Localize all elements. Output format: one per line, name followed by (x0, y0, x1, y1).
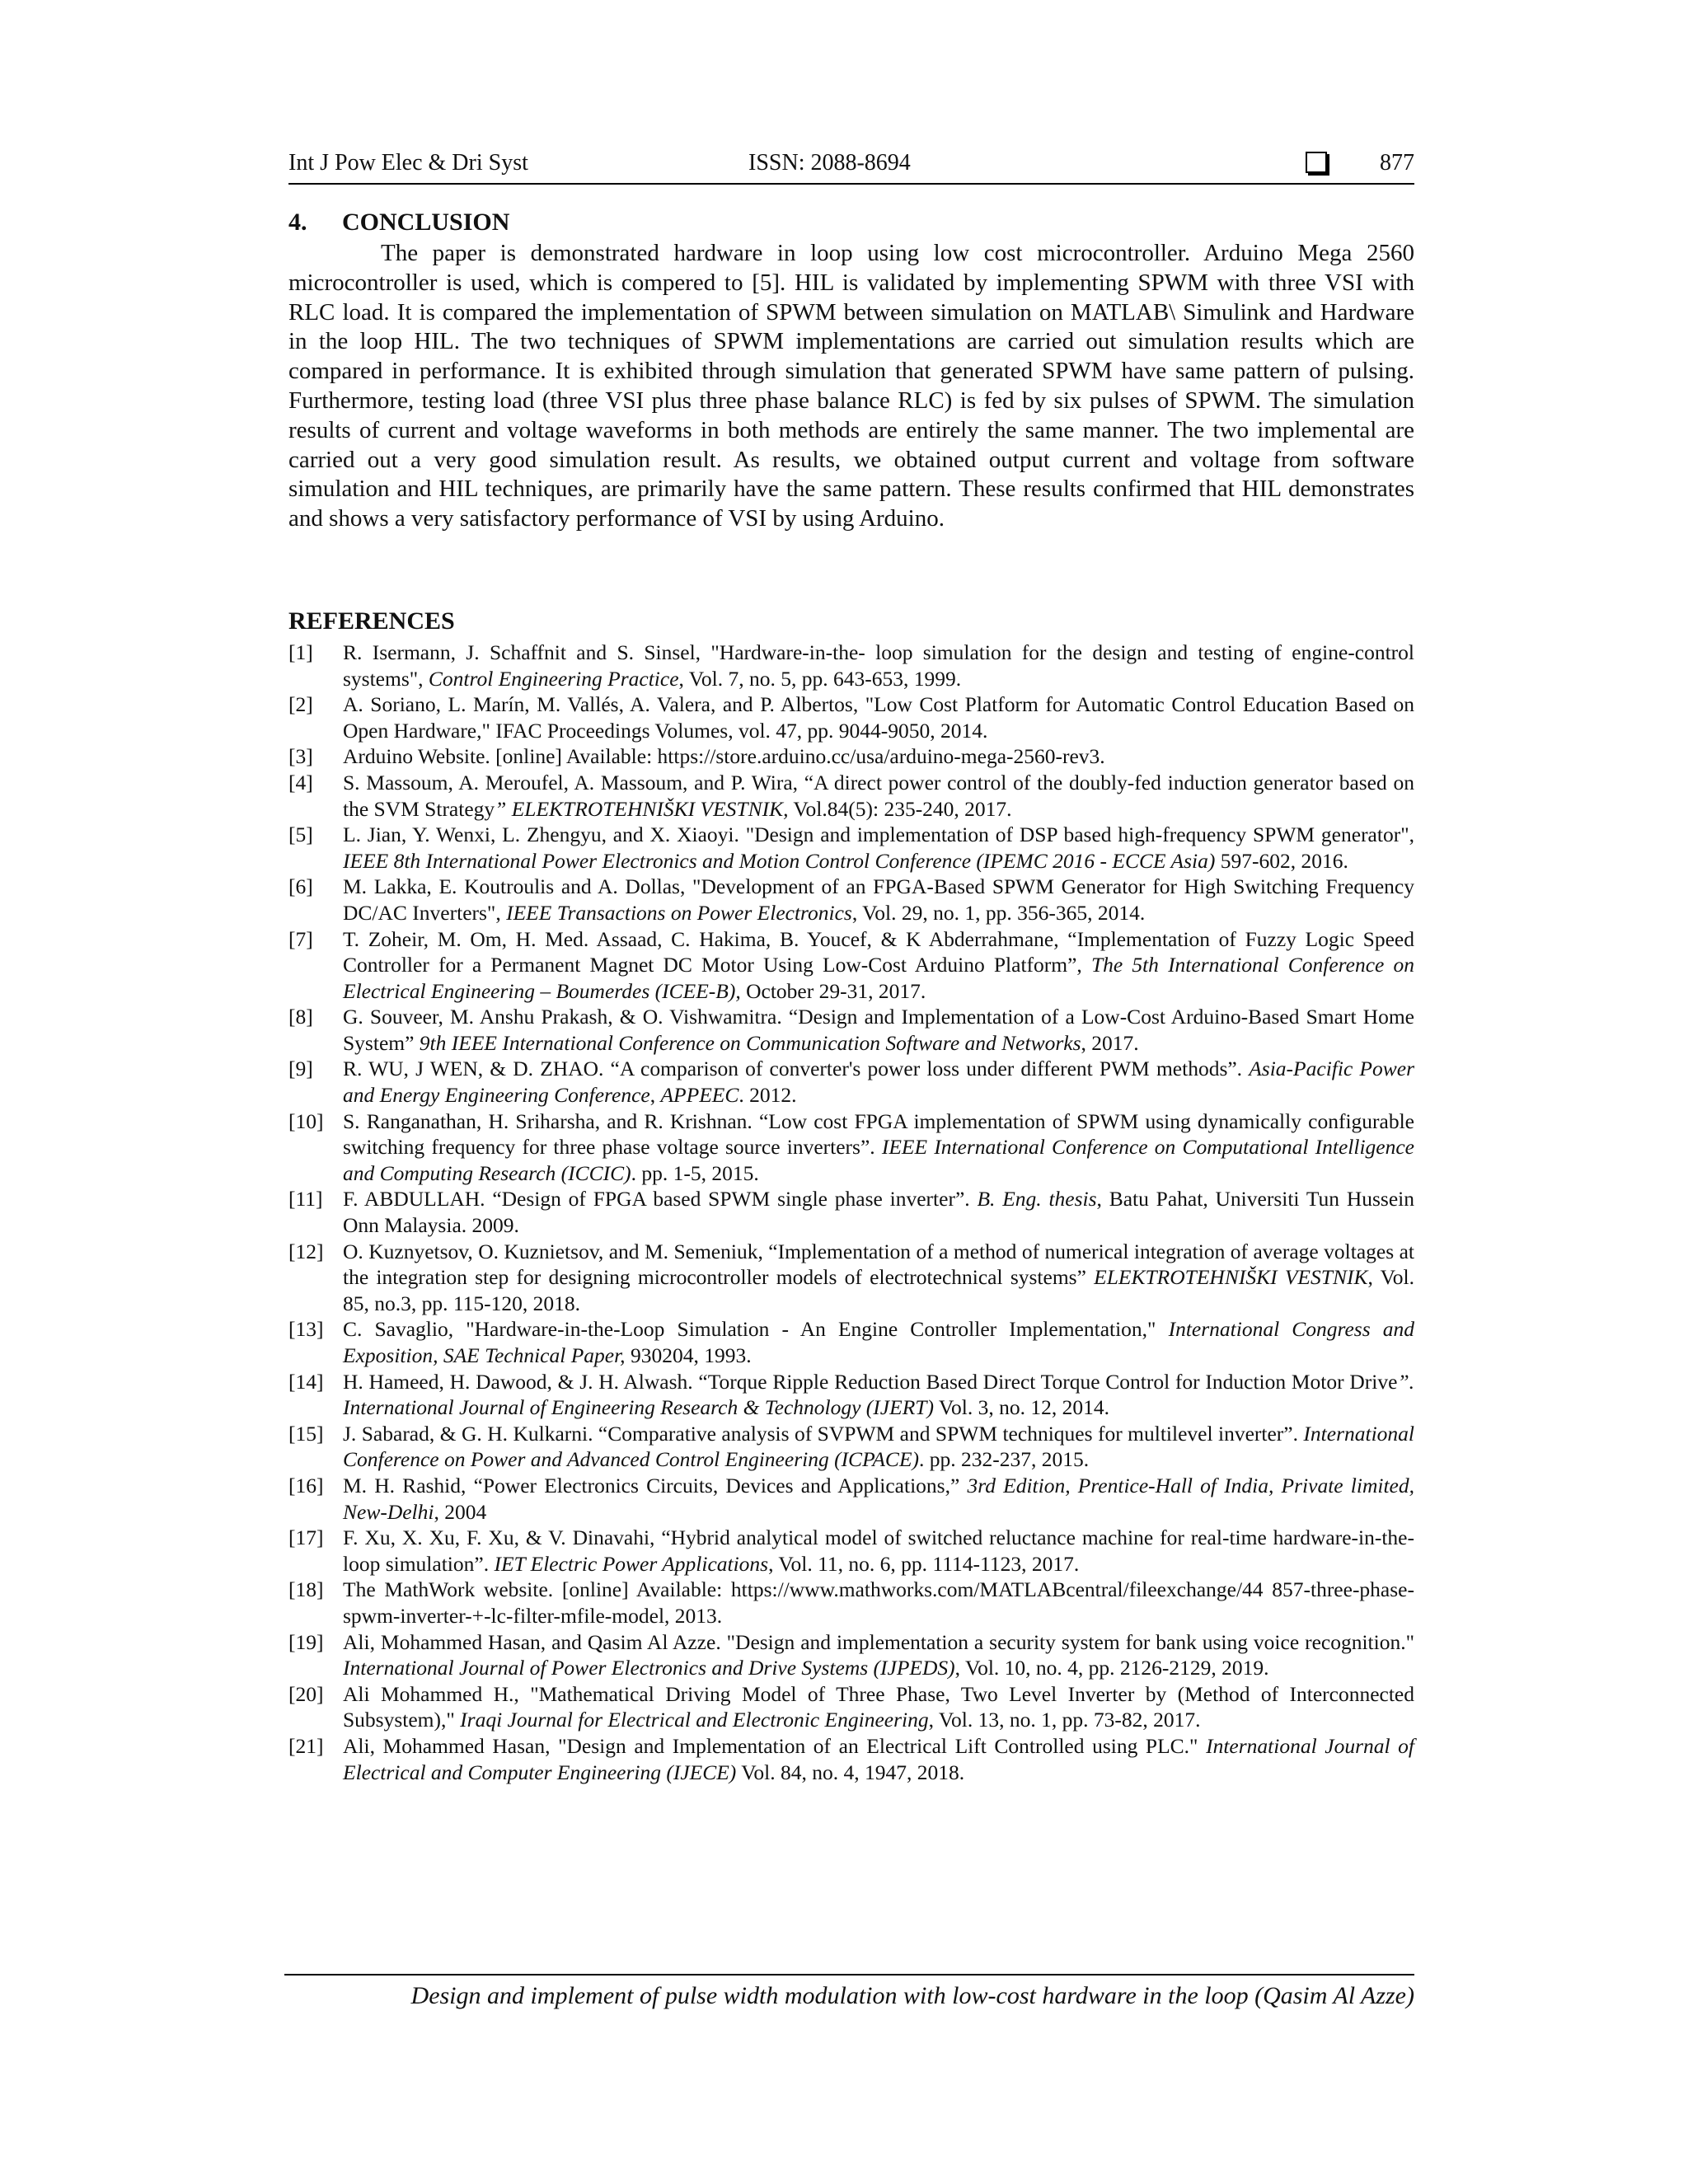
reference-text-part: M. H. Rashid, “Power Electronics Circuits, Devices and Applications,” (343, 1473, 968, 1497)
reference-text-part: 597-602, 2016. (1215, 848, 1348, 873)
reference-text-part: , 2017. (1081, 1030, 1139, 1055)
reference-text-part: C. Savaglio, "Hardware-in-the-Loop Simulation - An Engine Controller Implementation," (343, 1317, 1169, 1342)
journal-name: Int J Pow Elec & Dri Syst (288, 150, 528, 176)
reference-item (288, 1733, 1414, 1785)
page-number: 877 (1380, 150, 1414, 176)
reference-text-part: Ali Mohammed H., "Mathematical Driving Model of Three Phase, Two Level Inverter by (Method of Interconnected Subsystem)," (343, 1681, 1414, 1732)
reference-text-part: , Vol. 7, no. 5, pp. 643-653, 1999. (678, 666, 962, 691)
section-number: 4. (288, 209, 307, 236)
reference-number: [10] (288, 1108, 324, 1133)
reference-text-part: , (649, 1083, 661, 1108)
reference-source-italic: Asia-Pacific Power and Energy Engineering Conference (343, 1057, 1414, 1108)
reference-text (343, 1422, 1414, 1472)
reference-source-italic: IEEE 8th International Power Electronics and Motion Control Conference (IPEMC 2016 - ECCE Asia) (343, 848, 1216, 873)
reference-source-italic: 3rd Edition, Prentice-Hall of India, Private limited, New-Delhi (343, 1473, 1414, 1524)
reference-number: [6] (288, 874, 313, 899)
reference-text (343, 1187, 1414, 1237)
reference-text-part: Vol.84(5): 235-240, 2017. (788, 796, 1012, 821)
reference-text-part: , 2004 (434, 1499, 487, 1524)
reference-item (288, 1525, 1414, 1577)
reference-text (343, 1682, 1414, 1732)
reference-item (288, 691, 1414, 743)
reference-source-italic: ” ELEKTROTEHNIŠKI VESTNIK, (495, 796, 789, 821)
conclusion-paragraph: The paper is demonstrated hardware in loop using low cost microcontroller. Arduino Mega 2560 microcontroller is used, which is compered to [5]. HIL is validated by implementing SPWM with three VSI with RLC load. It is compared the implementation of SPWM between simulation on MATLAB\ Simulink and Hardware in the loop HIL. The two techniques of SPWM implementations are carried out simulation results which are compared in performance. It is exhibited through simulation that generated SPWM have same pattern of pulsing. Furthermore, testing load (three VSI plus three phase balance RLC) is fed by six pulses of SPWM. The simulation results of current and voltage waveforms in both methods are entirely the same manner. The two implemental are carried out a very good simulation result. As results, we obtained output current and voltage from software simulation and HIL techniques, are primarily have the same pattern. These results confirmed that HIL demonstrates and shows a very satisfactory performance of VSI by using Arduino. (288, 240, 1414, 532)
reference-number: [18] (288, 1577, 324, 1602)
reference-text-part: L. Jian, Y. Wenxi, L. Zhengyu, and X. Xiaoyi. "Design and implementation of DSP based high-frequency SPWM generator", (343, 823, 1414, 847)
reference-text (343, 640, 1414, 691)
reference-source-italic: IEEE International Conference on Computational Intelligence and Computing Research (ICCIC) (343, 1135, 1414, 1185)
reference-item (288, 770, 1414, 822)
reference-number: [5] (288, 823, 313, 847)
reference-item (288, 1473, 1414, 1525)
reference-text-part: Ali, Mohammed Hasan, and Qasim Al Azze. "Design and implementation a security system for bank using voice recognition." (343, 1629, 1414, 1654)
reference-number: [20] (288, 1681, 324, 1706)
reference-source-italic: APPEEC (660, 1083, 739, 1108)
reference-item (288, 1316, 1414, 1368)
reference-number: [17] (288, 1526, 324, 1550)
reference-item (288, 1577, 1414, 1629)
reference-source-italic: Control Engineering Practice (428, 666, 679, 691)
reference-text-part: G. Souveer, M. Anshu Prakash, & O. Vishwamitra. “Design and Implementation of a Low-Cost Arduino-Based Smart Home System” (343, 1005, 1414, 1055)
reference-number: [3] (288, 744, 313, 769)
reference-item (288, 822, 1414, 874)
reference-text-part: , Vol. 13, no. 1, pp. 73-82, 2017. (928, 1708, 1201, 1732)
reference-item (288, 874, 1414, 926)
reference-text-part: . 2012. (738, 1083, 797, 1108)
reference-text (343, 1577, 1414, 1628)
reference-number: [2] (288, 692, 313, 717)
reference-number: [4] (288, 770, 313, 794)
reference-text-part: 930204, 1993. (625, 1343, 752, 1367)
reference-text-part: T. Zoheir, M. Om, H. Med. Assaad, C. Hakima, B. Youcef, & K Abderrahmane, “Implementation of Fuzzy Logic Speed Controller for a Permanent Magnet DC Motor Using Low-Cost Arduino Platform”, (343, 926, 1414, 977)
main-content (288, 208, 1414, 1785)
reference-text-part: The MathWork website. [online] Available: https://www.mathworks.com/MATLABcentral/fileexchange/44 857-three-phase-spwm-inverter-+-lc-filter-mfile-model, 2013. (343, 1577, 1414, 1628)
reference-item (288, 1056, 1414, 1108)
reference-source-italic: IET Electric Power Applications (494, 1551, 769, 1576)
reference-number: [7] (288, 926, 313, 951)
reference-text (343, 692, 1414, 743)
reference-text-part: , Vol. 85, no.3, pp. 115-120, 2018. (343, 1265, 1414, 1315)
reference-text (343, 1317, 1414, 1367)
reference-text (343, 1370, 1414, 1420)
reference-text (343, 1005, 1414, 1055)
reference-source-italic: 9th IEEE International Conference on Communication Software and Networks (419, 1030, 1081, 1055)
reference-number: [12] (288, 1239, 324, 1263)
reference-number: [9] (288, 1057, 313, 1081)
reference-text-part: , Vol. 10, no. 4, pp. 2126-2129, 2019. (954, 1656, 1269, 1680)
reference-text-part: , Vol. 11, no. 6, pp. 1114-1123, 2017. (768, 1551, 1080, 1576)
reference-item (288, 743, 1414, 770)
checkbox-square-icon (1306, 152, 1327, 173)
references-heading: REFERENCES (288, 607, 455, 635)
reference-number: [16] (288, 1473, 324, 1497)
reference-source-italic: International Congress and Exposition, SAE Technical Paper, (343, 1317, 1415, 1367)
reference-text (343, 1630, 1414, 1680)
reference-source-italic: The 5th International Conference on Electrical Engineering – Boumerdes (ICEE-B), (343, 953, 1415, 1003)
reference-text (343, 1109, 1414, 1185)
reference-text (343, 927, 1414, 1003)
footer-title: Design and implement of pulse width modulation with low-cost hardware in the loop (Qasim Al Azze) (410, 1982, 1414, 2009)
reference-list (288, 640, 1414, 1785)
reference-number: [11] (288, 1187, 323, 1212)
reference-text-part: R. WU, J WEN, & D. ZHAO. “A comparison of converter's power loss under different PWM methods”. (343, 1057, 1250, 1081)
reference-text-part: J. Sabarad, & G. H. Kulkarni. “Comparative analysis of SVPWM and SPWM techniques for multilevel inverter”. (343, 1421, 1304, 1446)
running-header (288, 147, 1414, 185)
reference-text-part: Arduino Website. [online] Available: https://store.arduino.cc/usa/arduino-mega-2560-rev3. (343, 744, 1105, 769)
reference-text-part: F. ABDULLAH. “Design of FPGA based SPWM single phase inverter”. (343, 1187, 978, 1212)
reference-text-part: , Vol. 29, no. 1, pp. 356-365, 2014. (851, 900, 1146, 925)
reference-text (343, 744, 1105, 768)
reference-item (288, 926, 1414, 1005)
reference-text-part: Vol. 3, no. 12, 2014. (933, 1395, 1109, 1420)
reference-item (288, 1186, 1414, 1238)
reference-text (343, 1734, 1414, 1784)
section-title: CONCLUSION (342, 209, 510, 236)
reference-source-italic: International Journal of Electrical and Computer Engineering (IJECE) (343, 1733, 1415, 1784)
reference-item (288, 1239, 1414, 1317)
reference-text (343, 823, 1414, 873)
reference-text-part: R. Isermann, J. Schaffnit and S. Sinsel, "Hardware-in-the- loop simulation for the design and testing of engine-control systems", (343, 640, 1414, 691)
reference-text-part: , Batu Pahat, Universiti Tun Hussein Onn Malaysia. 2009. (343, 1187, 1414, 1238)
reference-text-part: . pp. 232-237, 2015. (919, 1447, 1090, 1472)
reference-number: [15] (288, 1421, 324, 1446)
reference-text-part: Vol. 84, no. 4, 1947, 2018. (736, 1760, 965, 1784)
reference-source-italic: International Journal of Power Electronics and Drive Systems (IJPEDS) (343, 1656, 955, 1680)
reference-source-italic: ELEKTROTEHNIŠKI VESTNIK (1094, 1265, 1368, 1290)
reference-item (288, 640, 1414, 691)
reference-source-italic: B. Eng. thesis (977, 1187, 1097, 1212)
reference-text-part: A. Soriano, L. Marín, M. Vallés, A. Valera, and P. Albertos, "Low Cost Platform for Automatic Control Education Based on Open Hardware," IFAC Proceedings Volumes, vol. 47, pp. 9044-9050, 2014. (343, 692, 1414, 743)
reference-text-part: Ali, Mohammed Hasan, "Design and Implementation of an Electrical Lift Controlled using PLC." (343, 1733, 1207, 1758)
reference-number: [21] (288, 1733, 324, 1758)
reference-text (343, 874, 1414, 925)
reference-source-italic: ”. International Journal of Engineering Research & Technology (IJERT) (343, 1369, 1414, 1420)
reference-text (343, 1526, 1414, 1576)
reference-item (288, 1421, 1414, 1473)
reference-source-italic: International Conference on Power and Advanced Control Engineering (ICPACE) (343, 1421, 1414, 1472)
issn: ISSN: 2088-8694 (748, 150, 911, 176)
reference-text-part: S. Ranganathan, H. Sriharsha, and R. Krishnan. “Low cost FPGA implementation of SPWM using dynamically configurable switching frequency for three phase voltage source inverters”. (343, 1108, 1414, 1160)
reference-item (288, 1108, 1414, 1187)
reference-number: [1] (288, 640, 313, 664)
reference-text (343, 1474, 1414, 1524)
reference-text (343, 771, 1414, 821)
reference-text (343, 1240, 1414, 1315)
reference-text-part: M. Lakka, E. Koutroulis and A. Dollas, "Development of an FPGA-Based SPWM Generator for High Switching Frequency DC/AC Inverters", (343, 874, 1414, 925)
reference-number: [8] (288, 1005, 313, 1029)
reference-number: [13] (288, 1317, 324, 1342)
reference-item (288, 1004, 1414, 1056)
reference-item (288, 1681, 1414, 1733)
reference-text (343, 1057, 1414, 1107)
reference-number: [19] (288, 1629, 324, 1654)
reference-item (288, 1369, 1414, 1421)
reference-text-part: October 29-31, 2017. (740, 978, 926, 1003)
reference-item (288, 1629, 1414, 1681)
footer-divider (284, 1974, 1414, 1975)
reference-text-part: O. Kuznyetsov, O. Kuznietsov, and M. Semeniuk, “Implementation of a method of numerical integration of average voltages at the integration step for designing microcontroller models of electrotechnical systems” (343, 1239, 1414, 1290)
reference-text-part: F. Xu, X. Xu, F. Xu, & V. Dinavahi, “Hybrid analytical model of switched reluctance machine for real-time hardware-in-the-loop simulation”. (343, 1526, 1414, 1576)
reference-text-part: H. Hameed, H. Dawood, & J. H. Alwash. “Torque Ripple Reduction Based Direct Torque Control for Induction Motor Drive (343, 1369, 1398, 1394)
reference-text-part: . pp. 1-5, 2015. (631, 1160, 759, 1185)
reference-source-italic: IEEE Transactions on Power Electronics (506, 900, 852, 925)
section-heading-conclusion (288, 208, 1414, 237)
reference-text-part: S. Massoum, A. Meroufel, A. Massoum, and P. Wira, “A direct power control of the doubly-fed induction generator based on the SVM Strategy (343, 770, 1414, 821)
reference-number: [14] (288, 1369, 324, 1394)
reference-source-italic: Iraqi Journal for Electrical and Electronic Engineering (460, 1708, 929, 1732)
